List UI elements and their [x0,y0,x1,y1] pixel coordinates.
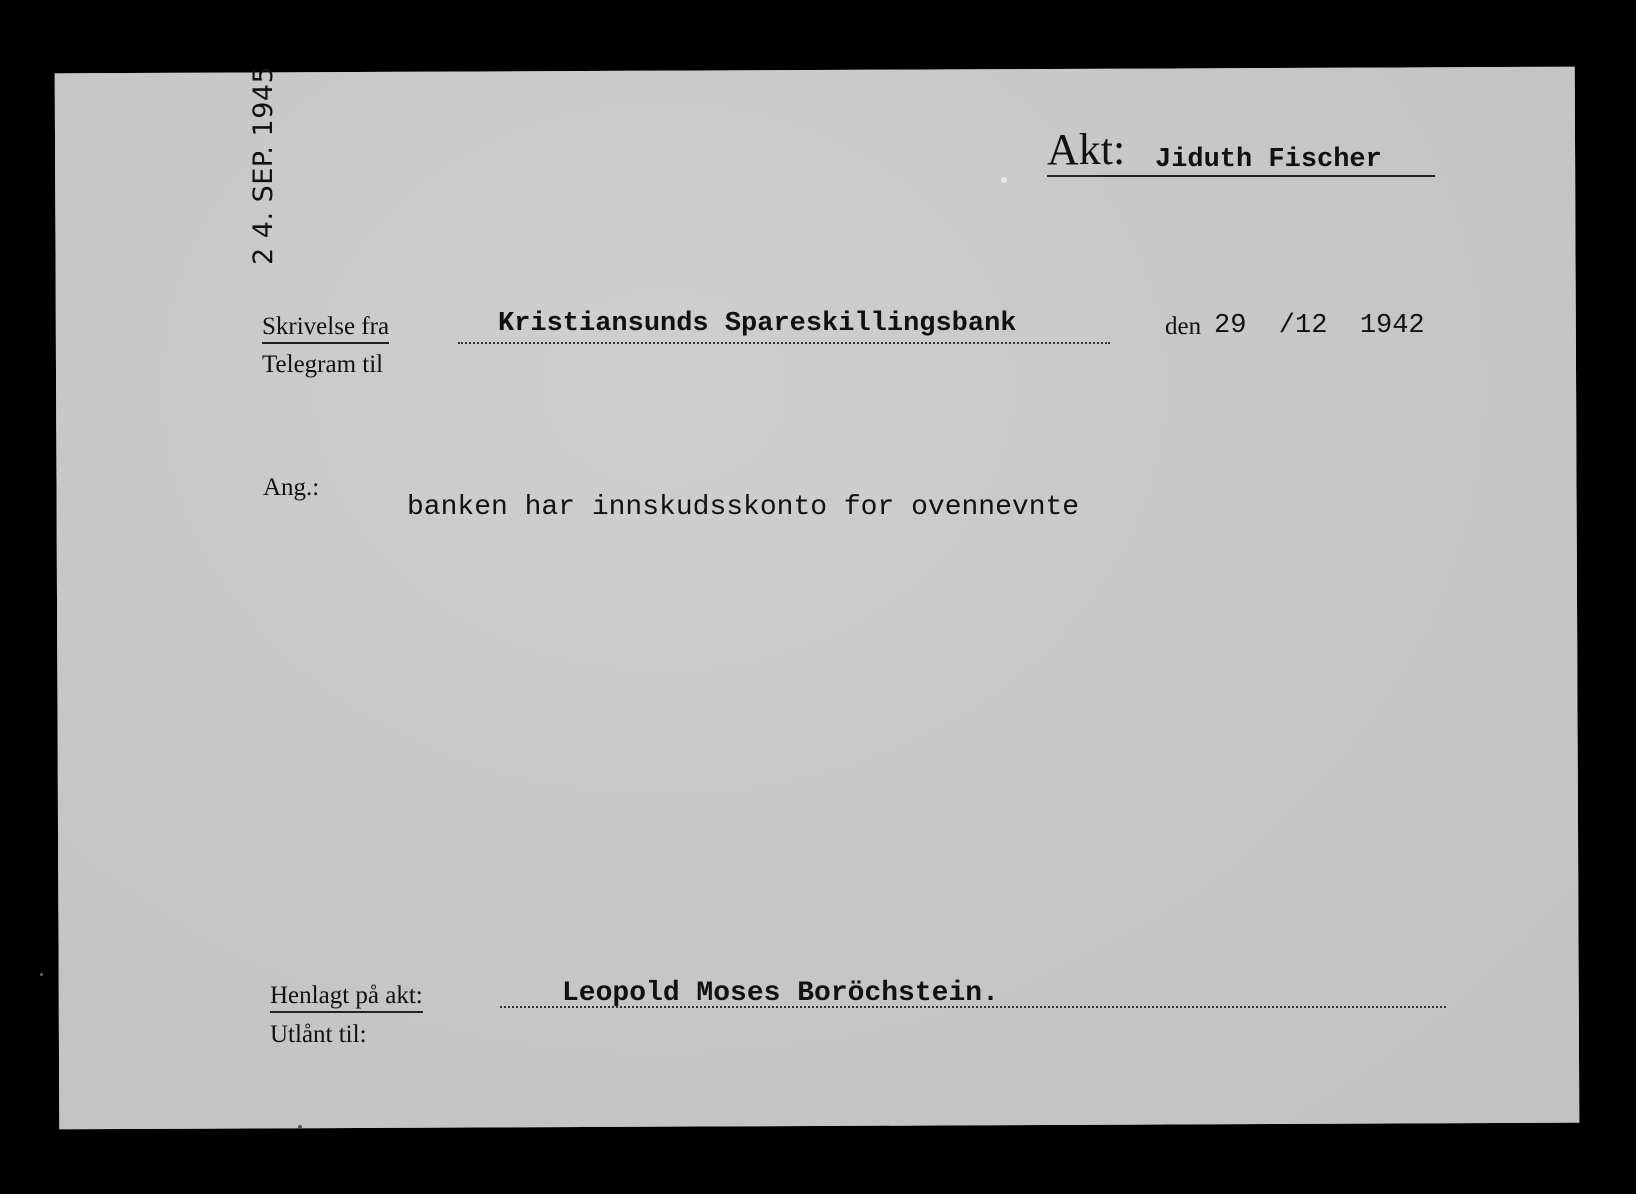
ang-text: banken har innskudsskonto for ovennevnte [407,492,1080,523]
henlagt-dotted-line [500,1006,1446,1008]
henlagt-label: Henlagt på akt: [270,982,423,1013]
received-date-stamp: 2 4. SEP. 1945 [248,65,279,265]
paper-speck [1001,177,1007,183]
akt-label: Akt: [1047,125,1126,174]
utlant-label: Utlånt til: [270,1021,367,1048]
henlagt-value: Leopold Moses Boröchstein. [562,978,999,1009]
akt-name: Jiduth Fischer [1155,145,1382,175]
letter-date: 29 /12 1942 [1214,311,1425,341]
paper-speck [40,973,43,976]
sender-name: Kristiansunds Spareskillingsbank [498,309,1017,339]
index-card [55,67,1580,1130]
akt-underline [1047,175,1435,177]
from-label: Skrivelse fra [262,313,389,344]
ang-label: Ang.: [263,474,320,501]
telegram-label: Telegram til [262,351,384,378]
sender-dotted-line [458,342,1110,344]
paper-speck [298,1125,302,1129]
date-label: den [1165,313,1202,340]
